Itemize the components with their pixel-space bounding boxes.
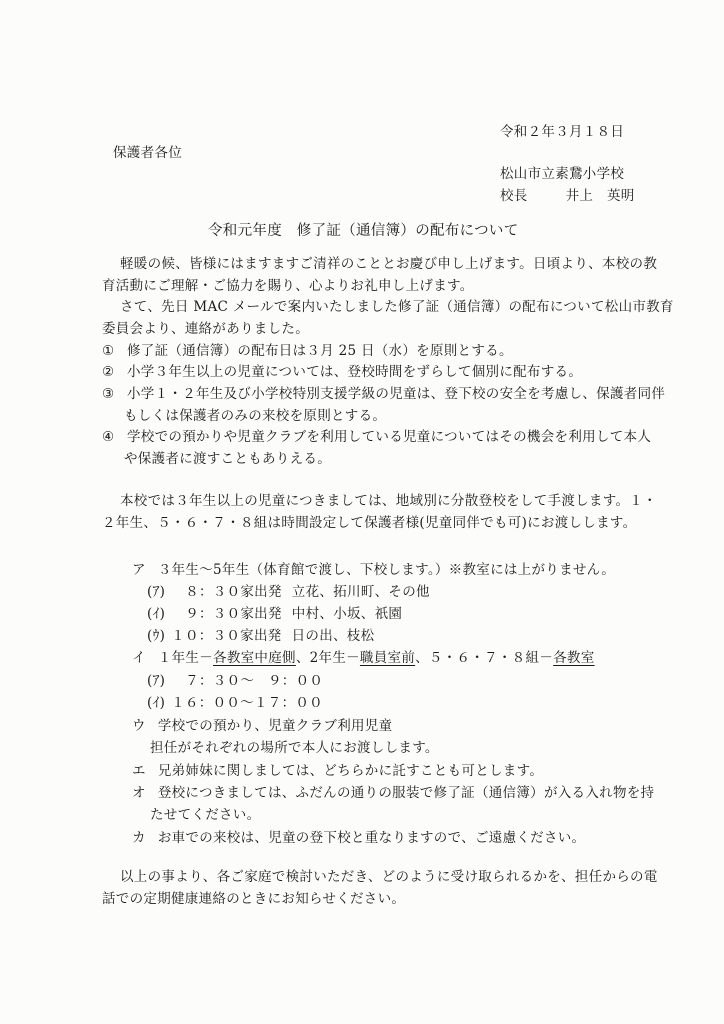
greeting-line-2: 育活動にご理解・ご協力を賜り、心よりお礼申し上げます。	[102, 278, 474, 294]
rule-4-continued: や保護者に渡すこともありえる。	[124, 451, 331, 467]
rule-number: ③	[102, 386, 115, 402]
item-text: お車での来校は、児童の登下校と重なりますので、ご遠慮ください。	[157, 830, 586, 846]
time-row	[147, 672, 323, 690]
item-e	[132, 762, 543, 780]
greeting-line-1: 軽暖の候、皆様にはますますご清祥のこととお慶び申し上げます。日頃より、本校の教	[120, 256, 658, 272]
item-text: 登校につきましては、ふだんの通りの服装で修了証（通信簿）が入る入れ物を持	[157, 785, 655, 801]
policy-line-1: 本校では３年生以上の児童につきましては、地域別に分散登校をして手渡します。１・	[120, 493, 657, 509]
item-label: ア	[132, 562, 146, 578]
rule-1	[102, 342, 513, 360]
item-label: ウ	[132, 718, 146, 734]
item-o	[132, 784, 654, 802]
item-text: 、５・６・７・８組－	[415, 650, 554, 666]
time-range: １６：００～１７：００	[171, 695, 323, 711]
item-u	[132, 717, 392, 735]
principal	[500, 187, 635, 205]
closing-line-2: 話での定期健康連絡のときにお知らせください。	[102, 891, 406, 907]
place-label: 各教室	[553, 650, 595, 666]
schedule-mark: (ｱ)	[147, 584, 166, 600]
item-label: オ	[132, 785, 146, 801]
rule-text: 学校での預かりや児童クラブを利用している児童についてはその機会を利用して本人	[127, 429, 652, 445]
item-i	[132, 649, 595, 667]
closing-line-1: 以上の事より、各ご家庭で検討いただき、どのように受け取られるかを、担任からの電	[120, 869, 658, 885]
schedule-time: ８：３０家出発	[185, 584, 282, 600]
schedule-row	[147, 605, 402, 623]
schedule-area: 中村、小坂、祇園	[291, 606, 403, 622]
schedule-row	[147, 627, 374, 645]
document-title: 令和元年度 修了証（通信簿）の配布について	[208, 223, 519, 239]
item-label: カ	[132, 830, 146, 846]
rule-3	[102, 385, 665, 403]
schedule-row	[147, 583, 430, 601]
schedule-mark: (ｲ)	[147, 606, 166, 622]
school-name: 松山市立素鵞小学校	[500, 166, 625, 182]
time-row	[147, 694, 323, 712]
rule-text: 小学１・２年生及び小学校特別支援学級の児童は、登下校の安全を考慮し、保護者同伴	[127, 386, 666, 402]
time-mark: (ｲ)	[147, 695, 166, 711]
item-text: 兄弟姉妹に関しましては、どちらかに託すことも可とします。	[157, 763, 544, 779]
item-text: ３年生～5年生（体育館で渡し、下校します。）※教室には上がりません。	[157, 562, 616, 578]
schedule-area: 日の出、枝松	[291, 628, 375, 644]
rule-4	[102, 428, 651, 446]
principal-title: 校長	[500, 188, 528, 204]
rule-2	[102, 363, 582, 381]
rule-3-continued: もしくは保護者のみの来校を原則とする。	[124, 408, 387, 424]
policy-line-2: ２年生、５・６・７・８組は時間設定して保護者様(児童同伴でも可)にお渡しします。	[102, 515, 637, 531]
item-a	[132, 561, 615, 579]
intro-line-1: さて、先日 MAC メールで案内いたしました修了証（通信簿）の配布について松山市教育	[120, 299, 674, 315]
schedule-time: ９：３０家出発	[185, 606, 282, 622]
time-range: ７：３０～ ９：００	[185, 673, 324, 689]
time-mark: (ｱ)	[147, 673, 166, 689]
schedule-mark: (ｳ)	[147, 628, 166, 644]
item-label: エ	[132, 763, 146, 779]
item-label: イ	[132, 650, 146, 666]
item-o-continued: たせてください。	[150, 807, 261, 823]
item-u-sub: 担任がそれぞれの場所で本人にお渡しします。	[150, 740, 439, 756]
principal-name: 井上 英明	[565, 188, 635, 204]
addressee: 保護者各位	[113, 145, 182, 161]
rule-text: 小学３年生以上の児童については、登校時間をずらして個別に配布する。	[127, 364, 583, 380]
place-label: 各教室中庭側	[213, 650, 296, 666]
place-label: 職員室前	[359, 650, 416, 666]
rule-number: ④	[102, 429, 115, 445]
intro-line-2: 委員会より、連絡がありました。	[102, 321, 309, 337]
item-text: 、2年生－	[295, 650, 360, 666]
item-text: 学校での預かり、児童クラブ利用児童	[157, 718, 393, 734]
date: 令和２年３月１８日	[500, 124, 625, 140]
schedule-time: １０：３０家出発	[171, 628, 282, 644]
schedule-area: 立花、拓川町、その他	[291, 584, 430, 600]
rule-number: ①	[102, 343, 115, 359]
item-text: １年生－	[157, 650, 214, 666]
item-ka	[132, 829, 585, 847]
rule-text: 修了証（通信簿）の配布日は３月 25 日（水）を原則とする。	[127, 343, 513, 359]
rule-number: ②	[102, 364, 115, 380]
